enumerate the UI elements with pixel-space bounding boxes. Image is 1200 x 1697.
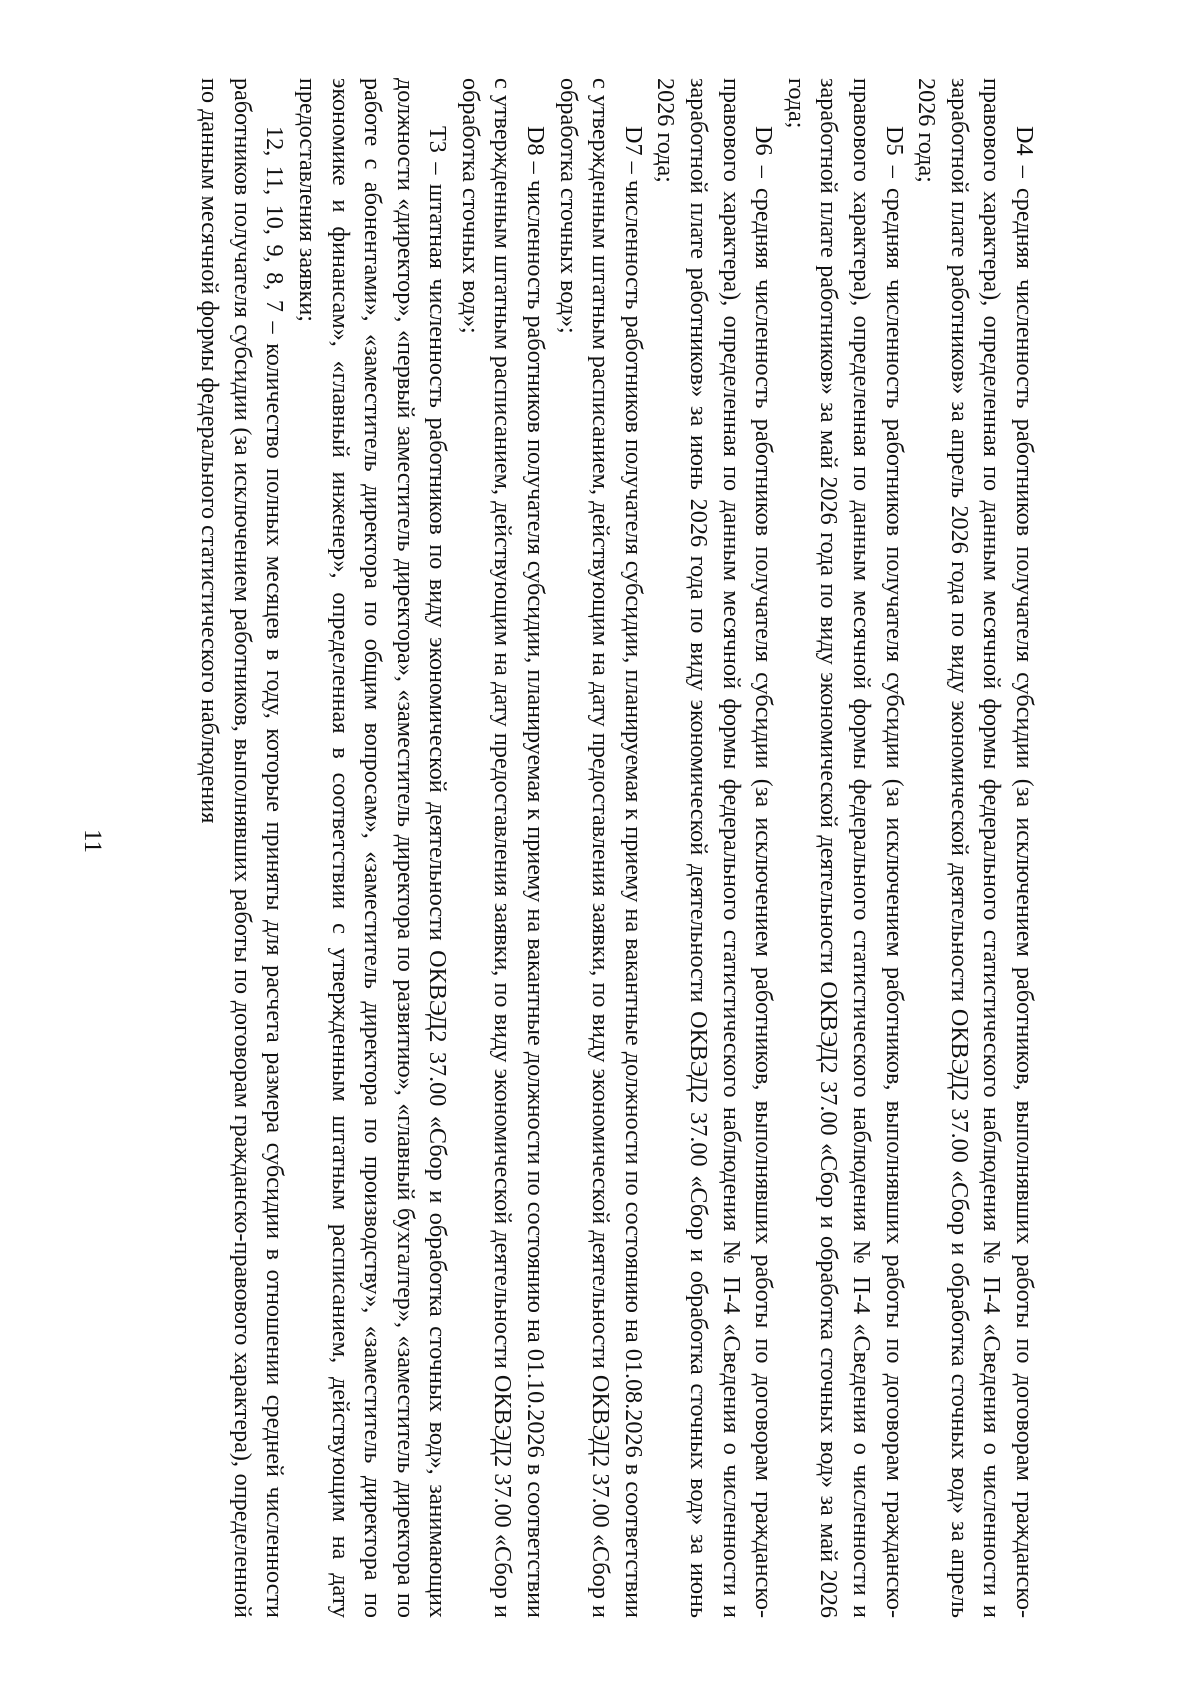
paragraph-d4: D4 – средняя численность работников получателя субсидии (за исключением работников, выполнявших работы по договорам гражданско-правового характера), определенная по данным месячной формы федерального статистического наблюдения № П-4 «Сведения о численности и заработной плате работников» за апрель 2026 года по виду экономической деятельности ОКВЭД2 37.00 «Сбор и обработка сточных вод» за апрель 2026 года; [913,78,1038,1618]
paragraph-d8: D8 – численность работников получателя субсидии, планируемая к приему на вакантные должности по состоянию на 01.10.2026 в соответствии с утвержденным штатным расписанием, действующим на дату предоставления заявки, по виду экономической деятельности ОКВЭД2 37.00 «Сбор и обработка сточных вод»; [456,78,550,1618]
paragraph-d7: D7 – численность работников получателя субсидии, планируемая к приему на вакантные должности по состоянию на 01.08.2026 в соответствии с утвержденным штатным расписанием, действующим на дату предоставления заявки, по виду экономической деятельности ОКВЭД2 37.00 «Сбор и обработка сточных вод»; [554,78,647,1618]
paragraph-d6: D6 – средняя численность работников получателя субсидии (за исключением работников, выполнявших работы по договорам гражданско-правового характера), определенная по данным месячной формы федерального статистического наблюдения № П-4 «Сведения о численности и заработной плате работников» за июнь 2026 года по виду экономической деятельности ОКВЭД2 37.00 «Сбор и обработка сточных вод» за июнь 2026 года; [652,78,778,1618]
paragraph-months: 12, 11, 10, 9, 8, 7 – количество полных месяцев в году, которые приняты для расчета размера субсидии в отношении средней численности работников получателя субсидии (за исключением работников, выполнявших работы по договорам гражданско-правового характера), определенной по данным месячной формы федерального статистического наблюдения [196,78,289,1618]
page-number: 11 [79,828,106,854]
rotated-text-block [160,78,1040,1618]
document-body [160,78,1040,1618]
paragraph-d5: D5 – средняя численность работников получателя субсидии (за исключением работников, выполнявших работы по договорам гражданско-правового характера), определенная по данным месячной формы федерального статистического наблюдения № П-4 «Сведения о численности и заработной плате работников» за май 2026 года по виду экономической деятельности ОКВЭД2 37.00 «Сбор и обработка сточных вод» за май 2026 года; [782,78,908,1618]
paragraph-t3: Т3 – штатная численность работников по виду экономической деятельности ОКВЭД2 37.00 «Сбор и обработка сточных вод», занимающих должности «директор», «первый заместитель директора», «заместитель директора по развитию», «главный бухгалтер», «заместитель директора по работе с абонентами», «заместитель директора по общим вопросам», «заместитель директора по производству», «заместитель директора по экономике и финансам», «главный инженер», определенная в соответствии с утвержденным штатным расписанием, действующим на дату предоставления заявки; [293,78,452,1618]
